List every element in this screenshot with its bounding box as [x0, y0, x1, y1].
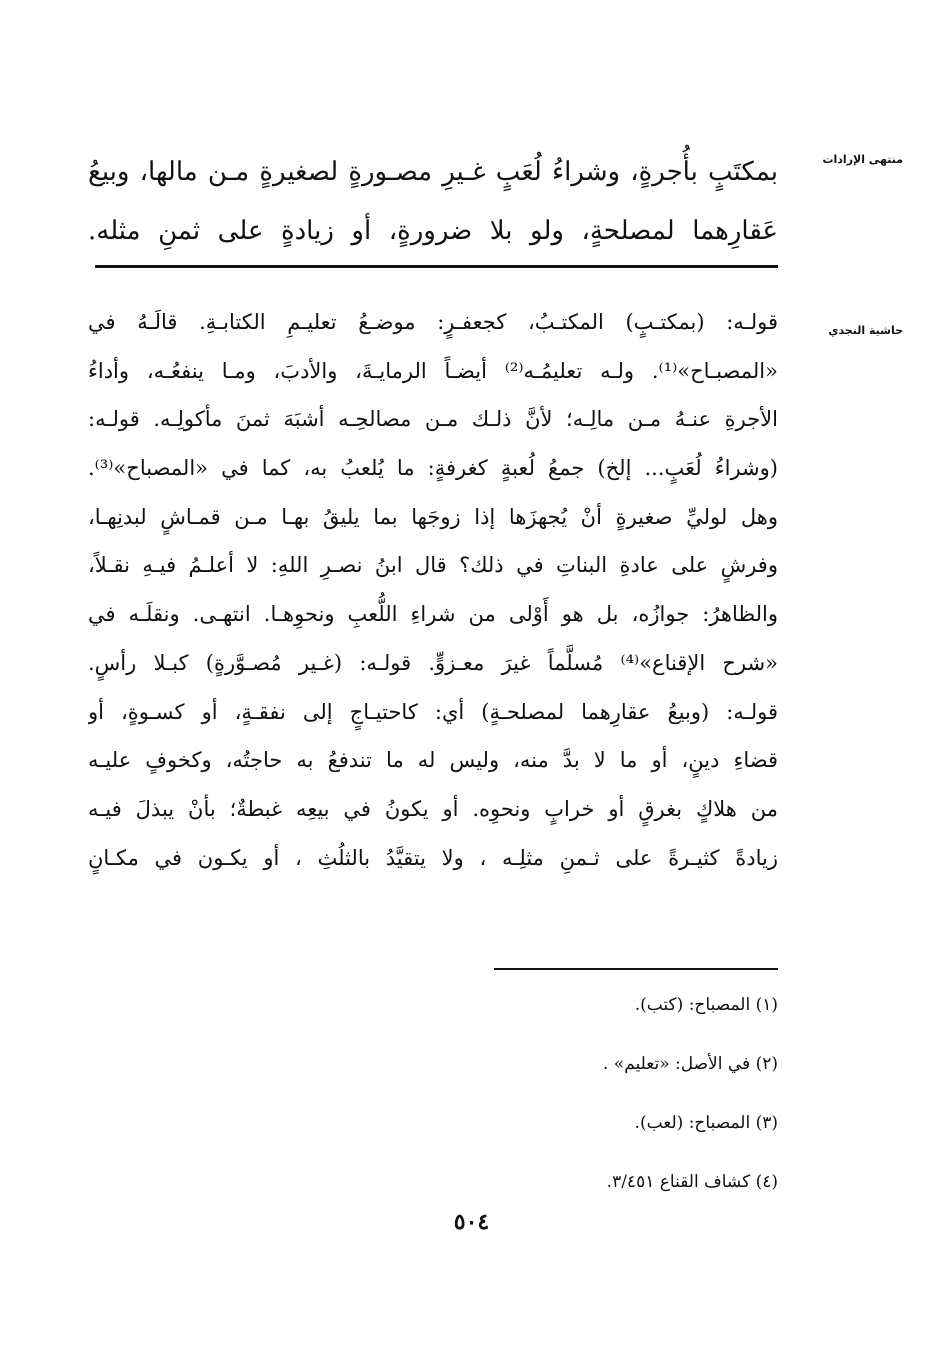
commentary-line: «المصبـاح»⁽¹⁾. ولـه تعليمُـه⁽²⁾ أيضـاً الرمايـةَ، والأدبَ، ومـا ينفعُـه، وأداءُ — [88, 358, 778, 383]
matn-text — [88, 143, 778, 261]
commentary-line: وهل لوليِّ صغيرةٍ أنْ يُجهزَها إذا زوجَها بما يليقُ بهـا مـن قمـاشٍ لبدنِهـا، — [88, 504, 778, 529]
footnote-divider — [494, 968, 778, 970]
commentary-line: قولـه: (وبيعُ عقارِهما لمصلحـةٍ) أي: كاحتيـاجٍ إلى نفقـةٍ، أو كسـوةٍ، أو — [88, 699, 778, 724]
commentary-line: قولـه: (بمكتـبٍ) المكتـبُ، كجعفـرٍ: موضـعُ تعليـمِ الكتابـةِ. قالَـهُ في — [88, 310, 778, 334]
commentary-line: الأجرةِ عنـهُ مـن مالِـه؛ لأنَّ ذلـك مـن مصالحِـه أشبَهَ ثمنَ مأكولِـه. قولـه: — [88, 407, 778, 432]
page-number: ٥٠٤ — [453, 1209, 490, 1235]
footnote: (٤) كشاف القناع ٣/٤٥١. — [606, 1172, 778, 1192]
margin-label-matn: منتهى الإرادات — [822, 153, 903, 166]
footnote: (١) المصباح: (كتب). — [634, 995, 778, 1015]
margin-label-sharh: حاشية النجدي — [828, 324, 903, 337]
matn-line: بمكتَبٍ بأُجرةٍ، وشراءُ لُعَبٍ غـيرِ مصـورةٍ لصغيرةٍ مـن مالها، وبيعُ — [88, 157, 778, 187]
matn-line: عَقارِهما لمصلحةٍ، ولو بلا ضرورةٍ، أو زيادةٍ على ثمنِ مثله. — [88, 216, 778, 246]
section-divider — [95, 265, 778, 268]
commentary-line: وفرشٍ على عادةِ البناتِ في ذلك؟ قال ابنُ نصـرِ اللهِ: لا أعلـمُ فيـهِ نقـلاً، — [88, 553, 778, 578]
commentary-text — [88, 298, 778, 882]
commentary-line: قضاءِ دينٍ، أو ما لا بدَّ منه، وليس له ما تندفعُ به حاجتُه، وكخوفٍ عليـه — [88, 748, 778, 773]
footnote: (٢) في الأصل: «تعليم» . — [603, 1054, 778, 1074]
commentary-line: من هلاكٍ بغرقٍ أو خرابٍ ونحوِه. أو يكونُ في بيعِه غبطةٌ؛ بأنْ يبذلَ فيـه — [88, 796, 778, 821]
commentary-line: (وشراءُ لُعَبٍ... إلخ) جمعُ لُعبةٍ كغرفةٍ: ما يُلعبُ به، كما في «المصباح»⁽³⁾. — [88, 456, 778, 481]
footnote: (٣) المصباح: (لعب). — [634, 1113, 778, 1133]
commentary-line: والظاهرُ: جوازُه، بل هو أَوْلى من شراءِ اللُّعبِ ونحوِهـا. انتهـى. ونقلَـه في — [88, 602, 778, 627]
footnotes — [358, 990, 778, 1226]
commentary-line: زيادةً كثيـرةً على ثـمنِ مثلِـه ، ولا يتقيَّدُ بالثلُثِ ، أو يكـون في مكـانٍ — [88, 845, 778, 870]
commentary-line: «شرح الإقناع»⁽⁴⁾ مُسلَّماً غيرَ معـزوٍّ. قولـه: (غـير مُصـوَّرةٍ) كبـلا رأسٍ. — [88, 650, 778, 675]
